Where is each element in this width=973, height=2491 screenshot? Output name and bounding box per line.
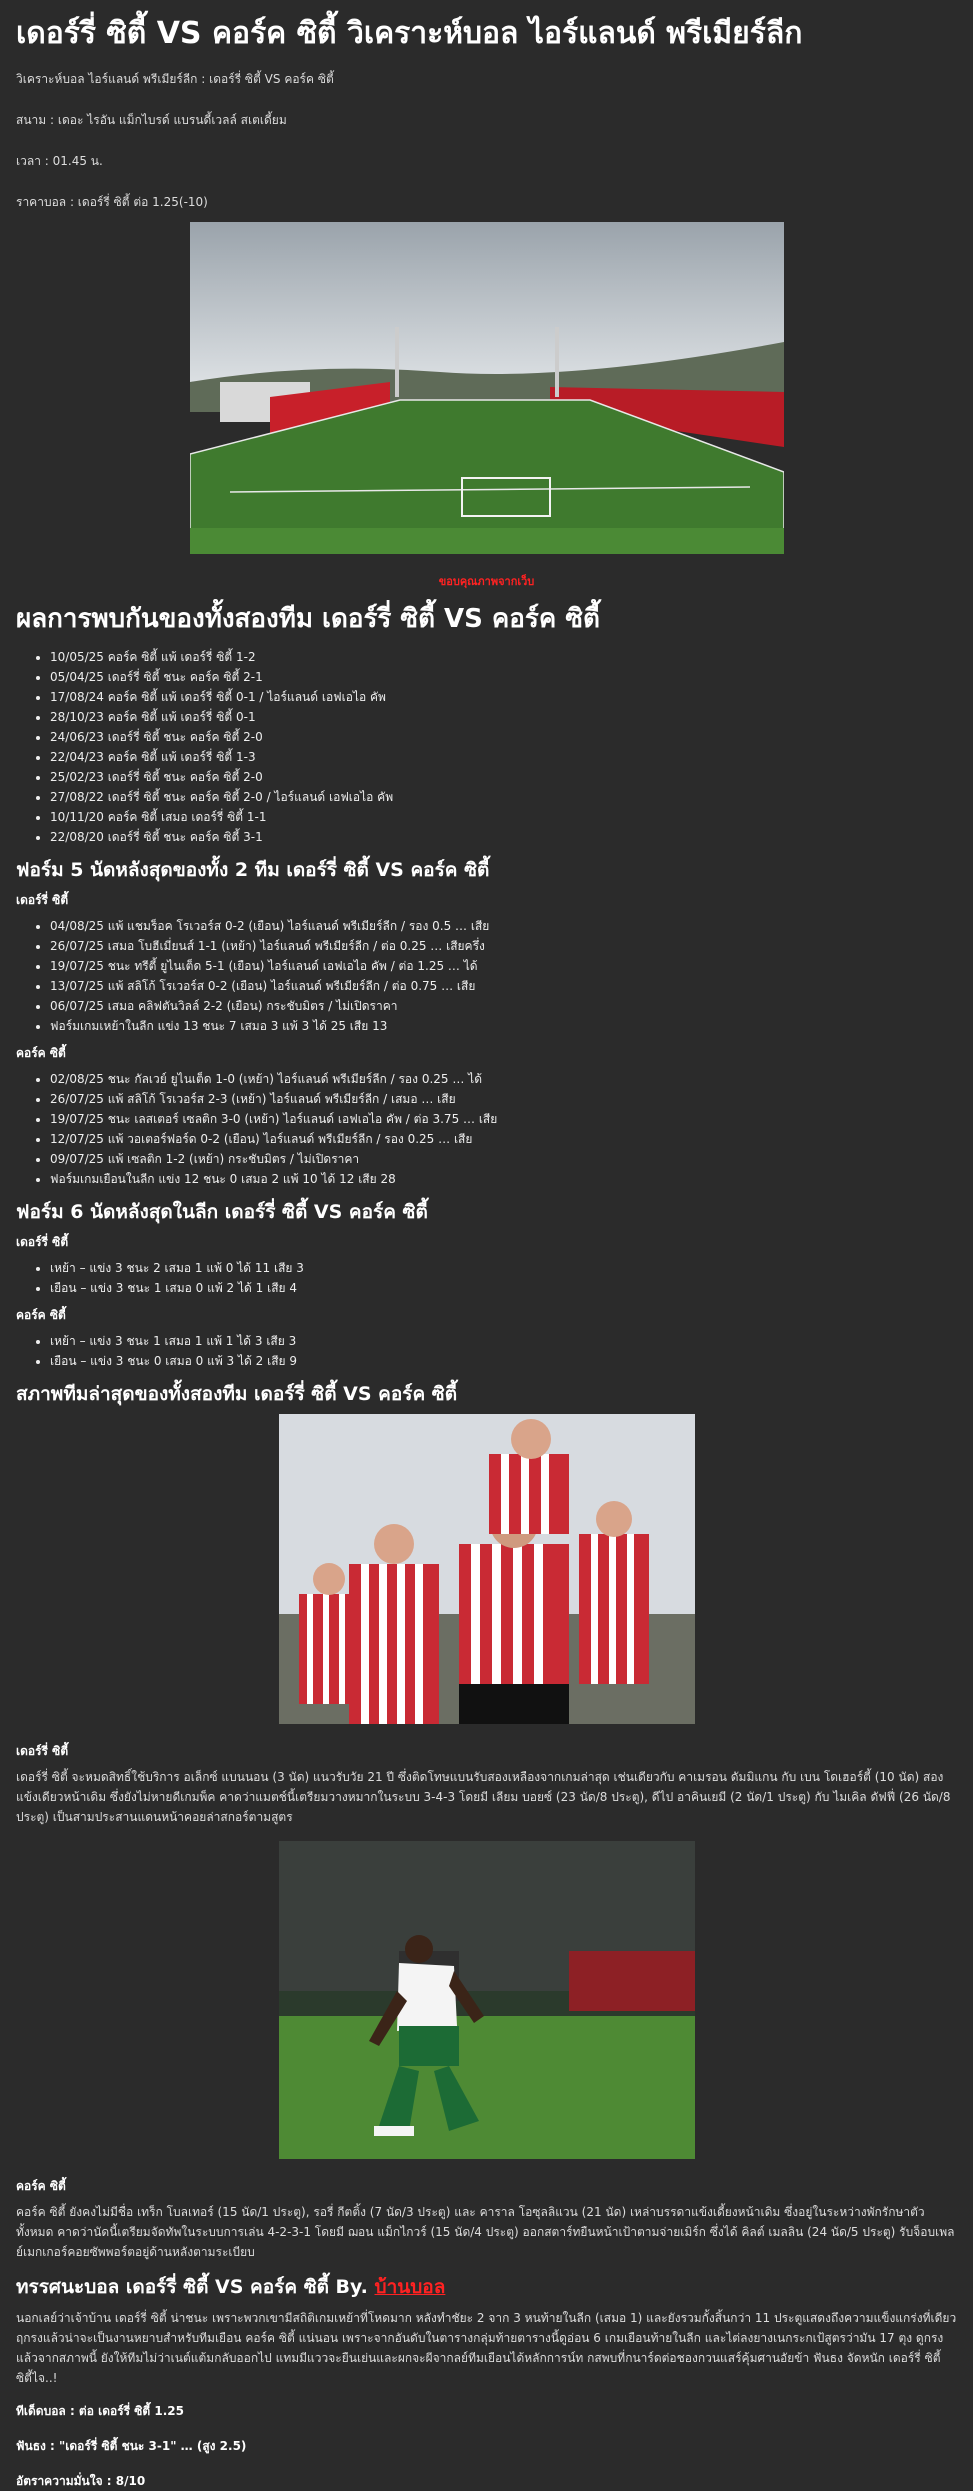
list-item: • 19/07/25 ชนะ ทรีตี้ ยูไนเต็ด 5-1 (เยือน) ไอร์แลนด์ เอฟเอไอ คัพ / ต่อ 1.25 … ได้: [50, 956, 957, 976]
team-b-label: คอร์ค ซิตี้: [16, 1045, 66, 1060]
team-a-text: เดอร์รี่ ซิตี้ จะหมดสิทธิ์ใช้บริการ อเล็กซ์ แบนนอน (3 นัด) แนวรับวัย 21 ปี ซึ่งติดโทษแบนรับสองเหลืองจากเกมล่าสุด เช่นเดียวกับ คาเมรอน ดัมมิแกน กับ เบน โดเฮอร์ตี้ (10 นัด) สองแข้งเดียวหน้าเดิม ซึ่งยังไม่หายดีเกมพ็ค คาดว่าแมตช์นี้เตรียมวางหมากในระบบ 3-4-3 โดยมี เลียม บอยซ์ (23 นัด/8 ประตู), ดีไป อาคินเยมี (2 นัด/1 ประตู) กับ ไมเคิล ดัฟฟี่ (26 นัด/8 ประตู) เป็นสามประสานแดนหน้าคอยล่าสกอร์ตามสูตร: [16, 1770, 951, 1825]
h2h-list: [16, 647, 957, 847]
list-item: • เหย้า – แข่ง 3 ชนะ 2 เสมอ 1 แพ้ 0 ได้ 11 เสีย 3: [50, 1258, 957, 1278]
list-item: • 28/10/23 คอร์ค ซิตี้ แพ้ เดอร์รี่ ซิตี้ 0-1: [50, 707, 957, 727]
player-image: [279, 1841, 695, 2159]
list-item: • 26/07/25 แพ้ สลิโก้ โรเวอร์ส 2-3 (เหย้า) ไอร์แลนด์ พรีเมียร์ลีก / เสมอ … เสีย: [50, 1089, 957, 1109]
list-item: • 12/07/25 แพ้ วอเตอร์ฟอร์ด 0-2 (เยือน) ไอร์แลนด์ พรีเมียร์ลีก / รอง 0.25 … เสีย: [50, 1129, 957, 1149]
list-item: • 05/04/25 เดอร์รี่ ซิตี้ ชนะ คอร์ค ซิตี้ 2-1: [50, 667, 957, 687]
list-item: • 25/02/23 เดอร์รี่ ซิตี้ ชนะ คอร์ค ซิตี้ 2-0: [50, 767, 957, 787]
list-item: • 26/07/25 เสมอ โบฮีเมี่ยนส์ 1-1 (เหย้า) ไอร์แลนด์ พรีเมียร์ลีก / ต่อ 0.25 … เสียครึ่ง: [50, 936, 957, 956]
list-item: • เยือน – แข่ง 3 ชนะ 0 เสมอ 0 แพ้ 3 ได้ 2 เสีย 9: [50, 1351, 957, 1371]
form6-heading: ฟอร์ม 6 นัดหลังสุดในลีก เดอร์รี่ ซิตี้ VS คอร์ค ซิตี้: [16, 1200, 428, 1223]
list-item: • เหย้า – แข่ง 3 ชนะ 1 เสมอ 1 แพ้ 1 ได้ 3 เสีย 3: [50, 1331, 957, 1351]
six-a-list: [16, 1258, 957, 1298]
banbol-link[interactable]: บ้านบอล: [374, 2276, 446, 2299]
meta-time: เวลา : 01.45 น.: [16, 154, 103, 168]
team-a-label: เดอร์รี่ ซิตี้: [16, 892, 69, 907]
form5-heading: ฟอร์ม 5 นัดหลังสุดของทั้ง 2 ทีม เดอร์รี่ ซิตี้ VS คอร์ค ซิตี้: [16, 859, 490, 882]
list-item: • 27/08/22 เดอร์รี่ ซิตี้ ชนะ คอร์ค ซิตี้ 2-0 / ไอร์แลนด์ เอฟเอไอ คัพ: [50, 787, 957, 807]
form-a-list: [16, 916, 957, 1036]
verdict-text: นอกเลย์ว่าเจ้าบ้าน เดอร์รี่ ซิตี้ น่าชนะ เพราะพวกเขามีสถิติเกมเหย้าที่โหดมาก หลังทำชัยะ 2 จาก 3 หนท้ายในลีก (เสมอ 1) และยังรวมกั้งสิ้นกว่า 11 ประตูแสดงถึงความแข็งแกร่งที่เดียว ฤกรงแล้วน่าจะเป็นงานหยาบสำหรับทีมเยือน คอร์ค ซิตี้ แน่นอน เพราะจากอันดับในตารางกลุ่มท้ายตารางนี้ดูอ่อน 6 เกมเยือนท้ายในลีก และไต่ลงยางเนกระกเป้สูตรว่ามัน 17 ตุง ดูกรงแล้วจากสภาพนี้ ยังให้ทีมไม่ว่าเนต์แต้มกลับออกไป แทมมีแววจะยืนเย่นและผกจะผีจากลย์ทีมเยือนได้หลักการน์ท กสพบที่กนาร์ดต่อชองกวนแสร์คุ้มศานอัยข้า ฟันธง จัดหนัก เดอร์รี่ ซิตี้ ซิตี้ไจ..!: [16, 2311, 957, 2386]
tip-line: ทีเด็ดบอล : ต่อ เดอร์รี่ ซิตี้ 1.25: [16, 2404, 184, 2419]
team-b-label: คอร์ค ซิตี้: [16, 2179, 66, 2194]
list-item: • เยือน – แข่ง 3 ชนะ 1 เสมอ 0 แพ้ 2 ได้ 1 เสีย 4: [50, 1278, 957, 1298]
verdict-title: ทรรศนะบอล เดอร์รี่ ซิตี้ VS คอร์ค ซิตี้ By.: [16, 2276, 368, 2299]
list-item: • 19/07/25 ชนะ เลสเตอร์ เซลติก 3-0 (เหย้า) ไอร์แลนด์ เอฟเอไอ คัพ / ต่อ 3.75 … เสีย: [50, 1109, 957, 1129]
form-b-list: [16, 1069, 957, 1189]
celebration-image: [279, 1414, 695, 1724]
list-item: • 04/08/25 แพ้ แชมร็อค โรเวอร์ส 0-2 (เยือน) ไอร์แลนด์ พรีเมียร์ลีก / รอง 0.5 … เสีย: [50, 916, 957, 936]
list-item: • 09/07/25 แพ้ เซลติก 1-2 (เหย้า) กระชับมิตร / ไม่เปิดราคา: [50, 1149, 957, 1169]
page-title: เดอร์รี่ ซิตี้ VS คอร์ค ซิตี้ วิเคราะห์บอล ไอร์แลนด์ พรีเมียร์ลีก: [16, 16, 803, 51]
list-item: • 24/06/23 เดอร์รี่ ซิตี้ ชนะ คอร์ค ซิตี้ 2-0: [50, 727, 957, 747]
list-item: • ฟอร์มเกมเหย้าในลีก แข่ง 13 ชนะ 7 เสมอ 3 แพ้ 3 ได้ 25 เสีย 13: [50, 1016, 957, 1036]
team-a-label: เดอร์รี่ ซิตี้: [16, 1744, 69, 1759]
verdict-heading: [16, 2276, 957, 2300]
list-item: • 13/07/25 แพ้ สลิโก้ โรเวอร์ส 0-2 (เยือน) ไอร์แลนด์ พรีเมียร์ลีก / ต่อ 0.75 … เสีย: [50, 976, 957, 996]
confidence-line: อัตราความมั่นใจ : 8/10: [16, 2474, 146, 2489]
image-credit: ขอบคุณภาพจากเว็บ: [438, 575, 535, 588]
list-item: • 02/08/25 ชนะ กัลเวย์ ยูไนเต็ด 1-0 (เหย้า) ไอร์แลนด์ พรีเมียร์ลีก / รอง 0.25 … ได้: [50, 1069, 957, 1089]
list-item: • 10/05/25 คอร์ค ซิตี้ แพ้ เดอร์รี่ ซิตี้ 1-2: [50, 647, 957, 667]
h2h-heading: ผลการพบกันของทั้งสองทีม เดอร์รี่ ซิตี้ VS คอร์ค ซิตี้: [16, 604, 600, 634]
six-b-list: [16, 1331, 957, 1371]
meta-league: วิเคราะห์บอล ไอร์แลนด์ พรีเมียร์ลีก : เดอร์รี่ ซิตี้ VS คอร์ค ซิตี้: [16, 72, 334, 86]
list-item: • 06/07/25 เสมอ คลิฟตันวิลล์ 2-2 (เยือน) กระชับมิตร / ไม่เปิดราคา: [50, 996, 957, 1016]
team-a-label: เดอร์รี่ ซิตี้: [16, 1234, 69, 1249]
meta-odds: ราคาบอล : เดอร์รี่ ซิตี้ ต่อ 1.25(-10): [16, 195, 208, 209]
list-item: • 10/11/20 คอร์ค ซิตี้ เสมอ เดอร์รี่ ซิตี้ 1-1: [50, 807, 957, 827]
list-item: • 22/04/23 คอร์ค ซิตี้ แพ้ เดอร์รี่ ซิตี้ 1-3: [50, 747, 957, 767]
stadium-image: [190, 222, 784, 554]
team-b-text: คอร์ค ซิตี้ ยังคงไม่มีชื่อ เทร็ก โบลเทอร์ (15 นัด/1 ประตู), รอรี่ กีตติ้ง (7 นัด/3 ประตู) และ คาราล โอซุลลิแวน (21 นัด) เหล่าบรรดาแข้งเดี้ยงหน้าเดิม ซึ่งอยู่ในระหว่างพักรักษาตัวทั้งหมด คาดว่านัดนี้เตรียมจัดทัพในระบบการเล่น 4-2-3-1 โดยมี ฌอน แม็กไกวร์ (15 นัด/4 ประตู) ออกสตาร์ทยืนหน้าเป้าตามจ่ายเมิร์ก ซึ่งได้ คิลต์ เมลลิน (24 นัด/5 ประตู) รับจ็อบเพลย์เมกเกอร์คอยซัพพอร์ตอยู่ด้านหลังตามระเบียบ: [16, 2205, 955, 2260]
list-item: • ฟอร์มเกมเยือนในลีก แข่ง 12 ชนะ 0 เสมอ 2 แพ้ 10 ได้ 12 เสีย 28: [50, 1169, 957, 1189]
status-heading: สภาพทีมล่าสุดของทั้งสองทีม เดอร์รี่ ซิตี้ VS คอร์ค ซิตี้: [16, 1382, 458, 1405]
list-item: • 22/08/20 เดอร์รี่ ซิตี้ ชนะ คอร์ค ซิตี้ 3-1: [50, 827, 957, 847]
list-item: • 17/08/24 คอร์ค ซิตี้ แพ้ เดอร์รี่ ซิตี้ 0-1 / ไอร์แลนด์ เอฟเอไอ คัพ: [50, 687, 957, 707]
fanthong-line: ฟันธง : "เดอร์รี่ ซิตี้ ชนะ 3-1" … (สูง 2.5): [16, 2439, 247, 2454]
team-b-label: คอร์ค ซิตี้: [16, 1307, 66, 1322]
meta-stadium: สนาม : เดอะ ไรอัน แม็กไบรด์ แบรนดี้เวลล์ สเตเดี้ยม: [16, 113, 287, 127]
